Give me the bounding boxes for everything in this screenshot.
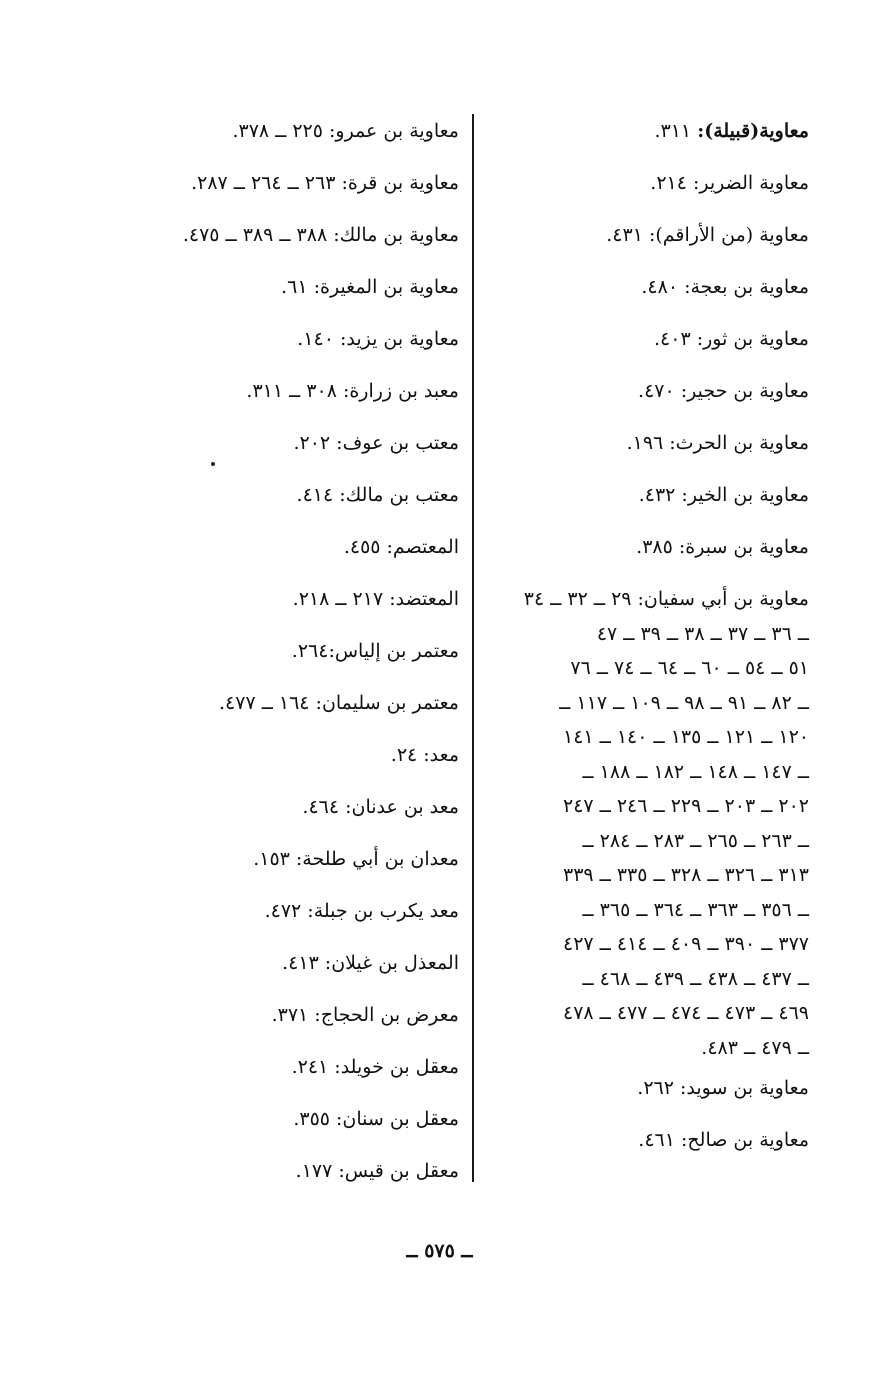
index-entry: معاوية بن بعجة: ٤٨٠. bbox=[641, 276, 809, 298]
index-entry: معرض بن الحجاج: ٣٧١. bbox=[271, 1004, 459, 1026]
entry-line: ــ ٤٧٩ ــ ٤٨٣. bbox=[701, 1036, 809, 1059]
index-entry: معقل بن خويلد: ٢٤١. bbox=[291, 1056, 459, 1078]
index-entry: المعذل بن غيلان: ٤١٣. bbox=[282, 952, 459, 974]
entry-line: ٥١ ــ ٥٤ ــ ٦٠ ــ ٦٤ ــ ٧٤ ــ ٧٦ bbox=[570, 657, 809, 679]
index-entry: معاوية بن قرة: ٢٦٣ ــ ٢٦٤ ــ ٢٨٧. bbox=[191, 172, 459, 194]
index-entry: معقل بن قيس: ١٧٧. bbox=[295, 1160, 459, 1182]
entry-line: ــ ٣٦ ــ ٣٧ ــ ٣٨ ــ ٣٩ ــ ٤٧ bbox=[596, 622, 809, 645]
index-entry: معاوية بن الخير: ٤٣٢. bbox=[638, 484, 809, 506]
entry-line: ــ ١٤٧ ــ ١٤٨ ــ ١٨٢ ــ ١٨٨ ــ bbox=[582, 760, 809, 783]
index-entry: معاوية بن سويد: ٢٦٢. bbox=[637, 1077, 809, 1099]
entry-line: معاوية بن أبي سفيان: ٢٩ ــ ٣٢ ــ ٣٤ bbox=[523, 588, 809, 610]
index-entry: معاوية بن ثور: ٤٠٣. bbox=[653, 328, 809, 350]
index-entry: معتمر بن إلياس:٢٦٤. bbox=[291, 640, 459, 662]
entry-line: ــ ٢٦٣ ــ ٢٦٥ ــ ٢٨٣ ــ ٢٨٤ ــ bbox=[582, 829, 809, 852]
index-entry: معدان بن أبي طلحة: ١٥٣. bbox=[253, 848, 459, 870]
entry-line: ــ ٨٢ ــ ٩١ ــ ٩٨ ــ ١٠٩ ــ ١١٧ ــ bbox=[559, 691, 809, 714]
index-entry: معد: ٢٤. bbox=[390, 744, 459, 766]
index-entry: معتمر بن سليمان: ١٦٤ ــ ٤٧٧. bbox=[218, 692, 459, 714]
index-entry: معاوية بن صالح: ٤٦١. bbox=[638, 1129, 809, 1151]
entry-line: ــ ٣٥٦ ــ ٣٦٣ ــ ٣٦٤ ــ ٣٦٥ ــ bbox=[582, 898, 809, 921]
entry-line: ٢٠٢ ــ ٢٠٣ ــ ٢٢٩ ــ ٢٤٦ ــ ٢٤٧ bbox=[563, 795, 809, 817]
index-entry: معاوية بن المغيرة: ٦١. bbox=[281, 276, 459, 298]
index-column-left bbox=[119, 118, 459, 1210]
index-entry bbox=[479, 118, 809, 170]
index-entry: معاوية الضرير: ٢١٤. bbox=[650, 172, 809, 194]
index-column-right bbox=[479, 118, 809, 1179]
entry-heading: معاوية(قبيلة): bbox=[697, 120, 809, 142]
index-entry: معد يكرب بن جبلة: ٤٧٢. bbox=[264, 900, 459, 922]
index-entry: معبد بن زرارة: ٣٠٨ ــ ٣١١. bbox=[246, 380, 459, 402]
index-entry: المعتصم: ٤٥٥. bbox=[343, 536, 459, 558]
print-speck bbox=[211, 462, 215, 466]
index-entry: معقل بن سنان: ٣٥٥. bbox=[293, 1108, 459, 1130]
index-entry: معاوية (من الأراقم): ٤٣١. bbox=[606, 224, 809, 246]
entry-line: ٣١٣ ــ ٣٢٦ ــ ٣٢٨ ــ ٣٣٥ ــ ٣٣٩ bbox=[563, 864, 809, 886]
index-entry: المعتضد: ٢١٧ ــ ٢١٨. bbox=[292, 588, 459, 610]
index-entry: معاوية بن عمرو: ٢٢٥ ــ ٣٧٨. bbox=[232, 120, 459, 142]
entry-line: ١٢٠ ــ ١٢١ ــ ١٣٥ ــ ١٤٠ ــ ١٤١ bbox=[563, 726, 809, 748]
index-entry: معاوية بن سبرة: ٣٨٥. bbox=[636, 536, 809, 558]
index-entry: معد بن عدنان: ٤٦٤. bbox=[302, 796, 459, 818]
index-entry: معتب بن مالك: ٤١٤. bbox=[296, 484, 459, 506]
column-divider bbox=[472, 114, 474, 1182]
index-entry: معاوية بن الحرث: ١٩٦. bbox=[626, 432, 809, 454]
page-number: ــ ٥٧٥ ــ bbox=[406, 1240, 473, 1262]
index-entry: معاوية بن يزيد: ١٤٠. bbox=[297, 328, 459, 350]
entry-line: ٣٧٧ ــ ٣٩٠ ــ ٤٠٩ ــ ٤١٤ ــ ٤٢٧ bbox=[563, 933, 809, 955]
index-entry: معتب بن عوف: ٢٠٢. bbox=[293, 432, 459, 454]
index-entry: معاوية بن مالك: ٣٨٨ ــ ٣٨٩ ــ ٤٧٥. bbox=[182, 224, 459, 246]
entry-pages: ٣١١. bbox=[654, 120, 692, 142]
index-entry-muawiya-ibn-abi-sufyan bbox=[479, 586, 809, 1069]
entry-line: ــ ٤٣٧ ــ ٤٣٨ ــ ٤٣٩ ــ ٤٦٨ ــ bbox=[582, 967, 809, 990]
index-entry: معاوية بن حجير: ٤٧٠. bbox=[638, 380, 809, 402]
entry-line: ٤٦٩ ــ ٤٧٣ ــ ٤٧٤ ــ ٤٧٧ ــ ٤٧٨ bbox=[563, 1002, 809, 1024]
